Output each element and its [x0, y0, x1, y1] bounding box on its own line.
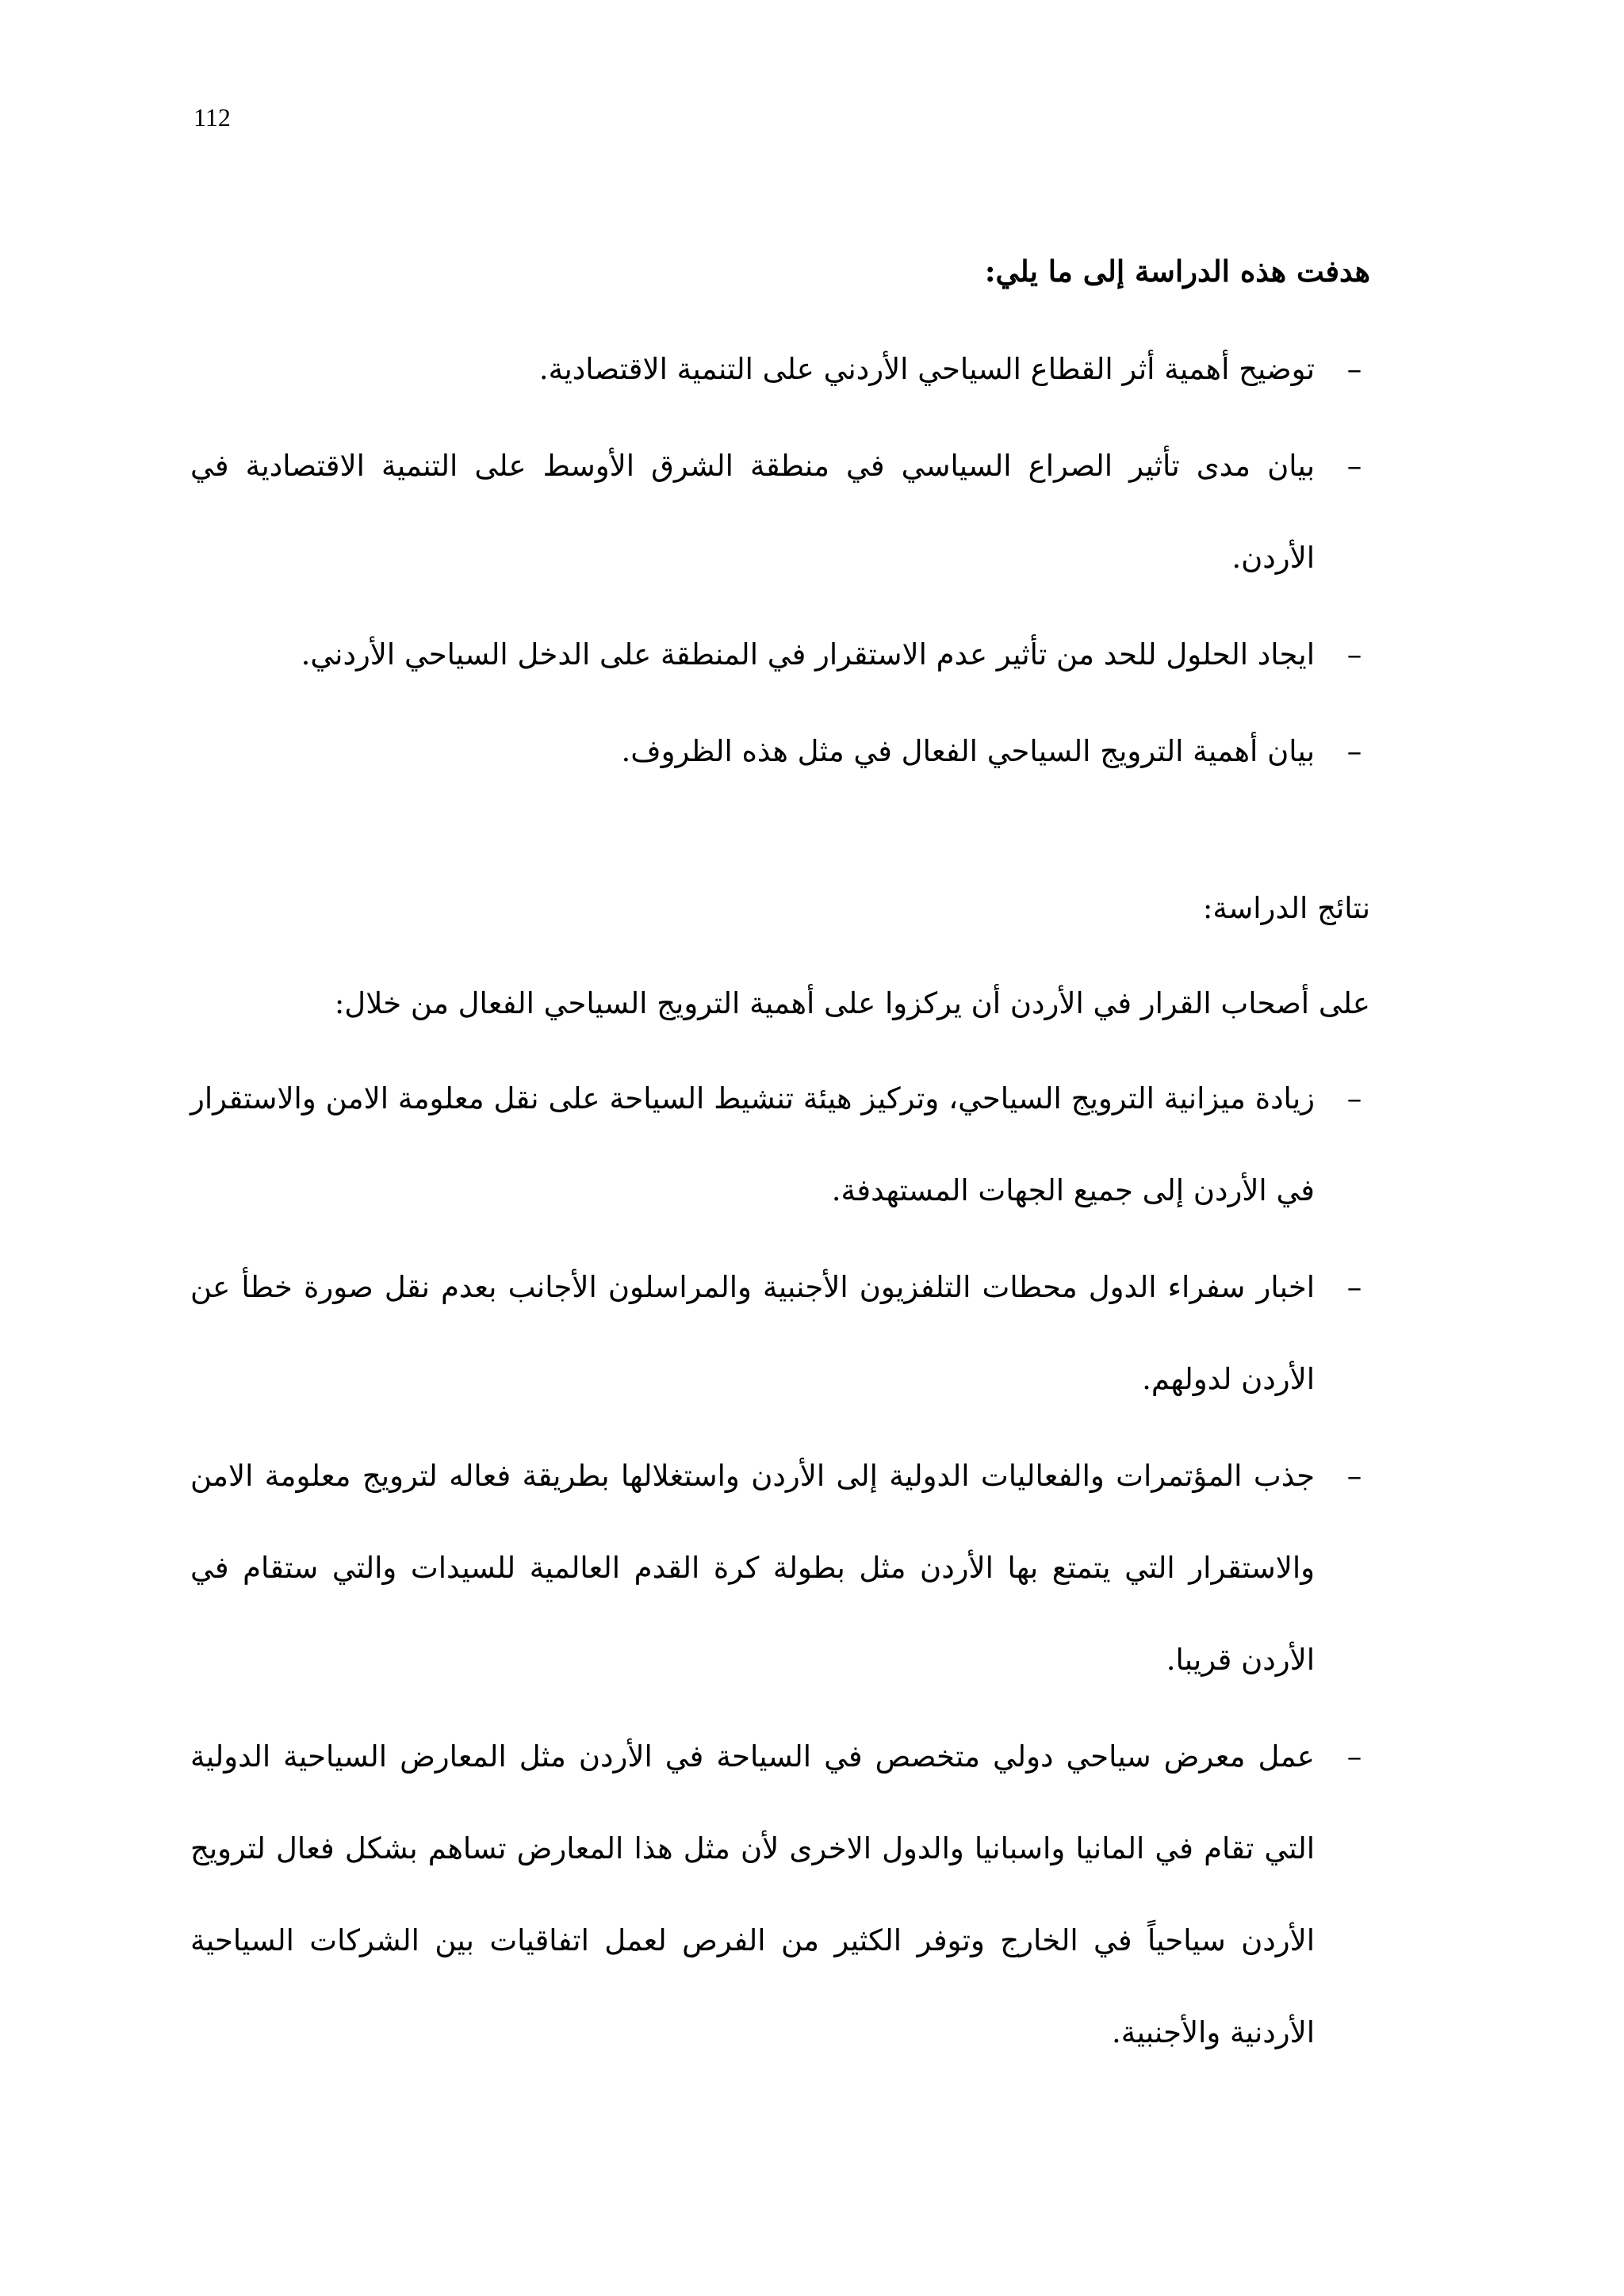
list-item-text: زيادة ميزانية الترويج السياحي، وتركيز هيئة تنشيط السياحة على نقل معلومة الامن والاستقرار في الأردن إلى جميع الجهات المستهدفة.: [190, 1081, 1315, 1207]
page-number: 112: [193, 103, 231, 132]
dash-bullet: –: [1346, 449, 1362, 483]
list-item-text: جذب المؤتمرات والفعاليات الدولية إلى الأردن واستغلالها بطريقة فعاله لترويج معلومة الامن والاستقرار التي يتمتع بها الأردن مثل بطولة كرة القدم العالمية للسيدات والتي ستقام في الأردن قريبا.: [190, 1459, 1315, 1677]
list-item: [190, 609, 1370, 701]
list-item-text: اخبار سفراء الدول محطات التلفزيون الأجنبية والمراسلون الأجانب بعدم نقل صورة خطأ عن الأردن لدولهم.: [190, 1270, 1315, 1396]
dash-bullet: –: [1346, 352, 1362, 386]
list-item: [190, 706, 1370, 798]
results-intro: على أصحاب القرار في الأردن أن يركزوا على أهمية الترويج السياحي الفعال من خلال:: [334, 986, 1370, 1020]
list-item: [190, 420, 1370, 604]
list-item-text: توضيح أهمية أثر القطاع السياحي الأردني على التنمية الاقتصادية.: [538, 352, 1315, 386]
list-item: [190, 1053, 1370, 1237]
dash-bullet: –: [1346, 637, 1362, 672]
dash-bullet: –: [1346, 1459, 1362, 1493]
list-item: [190, 1242, 1370, 1425]
dash-bullet: –: [1346, 734, 1362, 768]
results-list: [190, 1053, 1370, 2079]
document-body: [190, 247, 1370, 2079]
list-item: [190, 323, 1370, 415]
results-title: نتائج الدراسة:: [1202, 891, 1370, 925]
dash-bullet: –: [1346, 1270, 1362, 1304]
list-item-text: ايجاد الحلول للحد من تأثير عدم الاستقرار في المنطقة على الدخل السياحي الأردني.: [301, 637, 1315, 672]
list-item-text: بيان أهمية الترويج السياحي الفعال في مثل هذه الظروف.: [621, 734, 1315, 768]
list-item-text: عمل معرض سياحي دولي متخصص في السياحة في الأردن مثل المعارض السياحية الدولية التي تقام في المانيا واسبانيا والدول الاخرى لأن مثل هذا المعارض تساهم بشكل فعال لترويج الأردن سياحياً في الخارج وتوفر الكثير من الفرص لعمل اتفاقيات بين الشركات السياحية الأردنية والأجنبية.: [190, 1739, 1315, 2049]
objectives-heading: هدفت هذه الدراسة إلى ما يلي:: [984, 254, 1370, 289]
objectives-list: [190, 323, 1370, 798]
dash-bullet: –: [1346, 1739, 1362, 1774]
dash-bullet: –: [1346, 1081, 1362, 1115]
list-item: [190, 1430, 1370, 1706]
list-item-text: بيان مدى تأثير الصراع السياسي في منطقة الشرق الأوسط على التنمية الاقتصادية في الأردن.: [190, 449, 1315, 575]
list-item: [190, 1711, 1370, 2079]
